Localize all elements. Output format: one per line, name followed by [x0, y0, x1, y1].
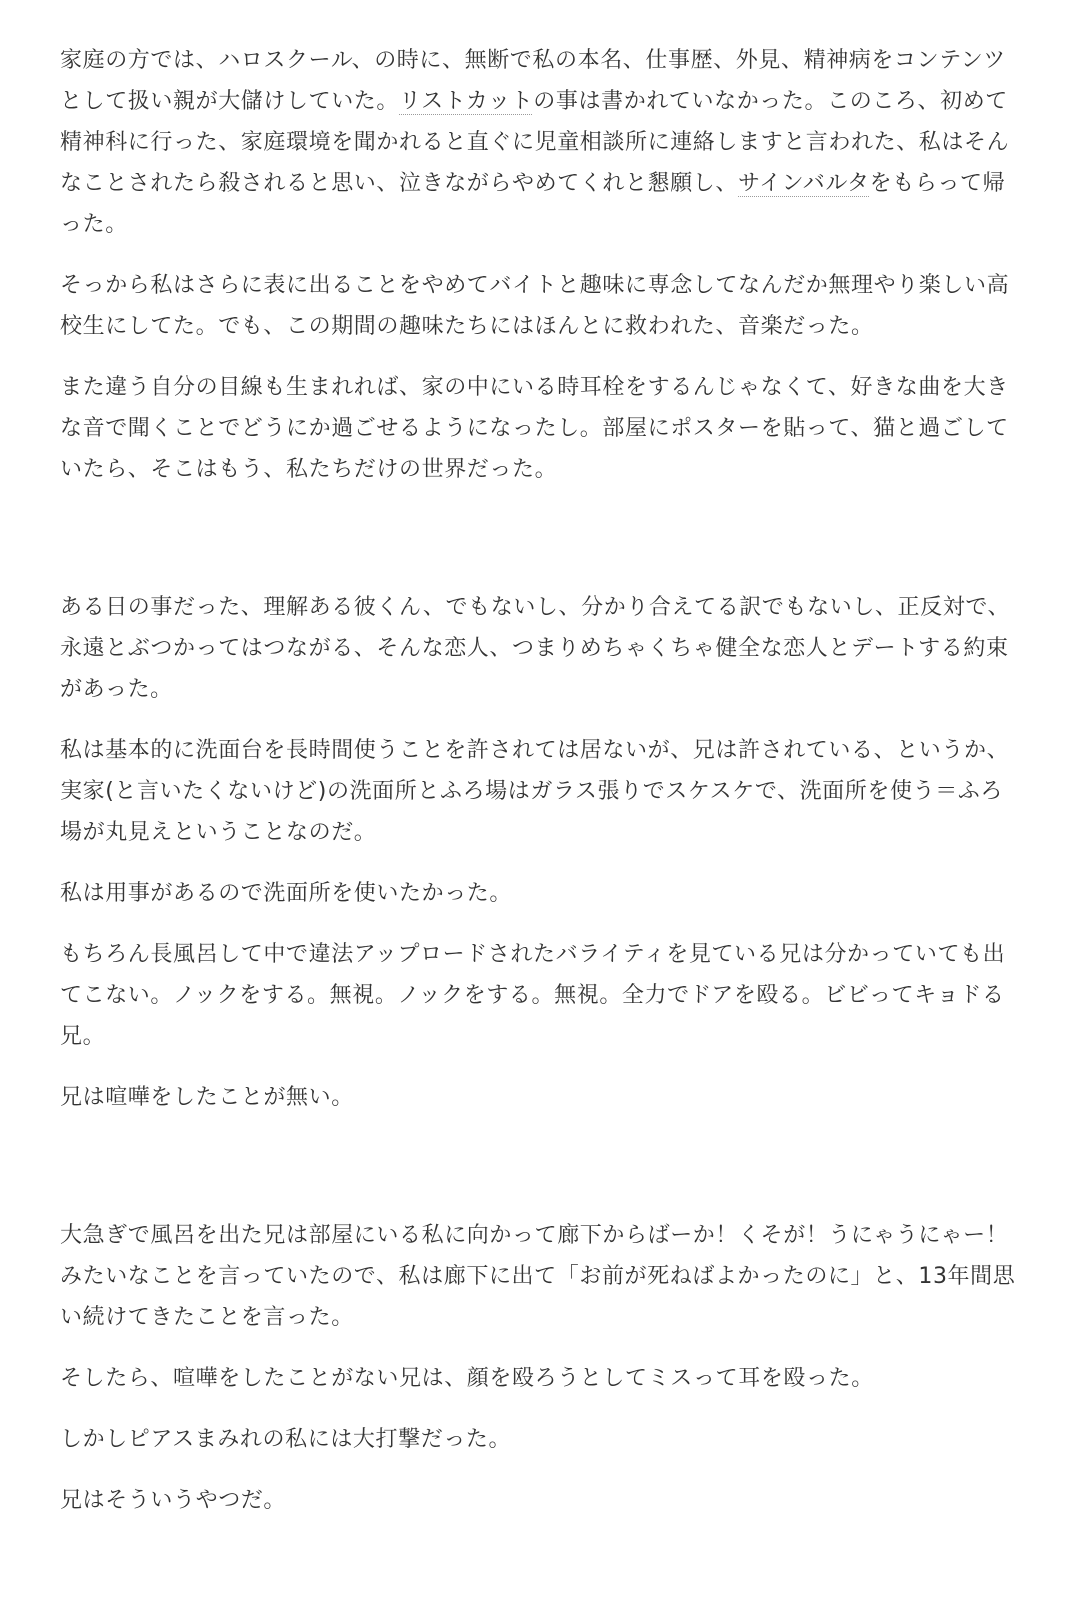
paragraph-11: しかしピアスまみれの私には大打撃だった。: [60, 1427, 512, 1452]
paragraph-9: 大急ぎで風呂を出た兄は部屋にいる私に向かって廊下からばーか！くそが！うにゃうにゃー！みたいなことを言っていたので、私は廊下に出て「お前が死ねばよかったのに」と、13年間思い続けてきたことを言った。: [60, 1223, 1016, 1330]
paragraph-7: もちろん長風呂して中で違法アップロードされたバライティを見ている兄は分かっていても出てこない。ノックをする。無視。ノックをする。無視。全力でドアを殴る。ビビってキョドる兄。: [60, 942, 1006, 1049]
paragraph-1-text-c: をもらって帰った。: [60, 171, 1006, 237]
paragraph-3: また違う自分の目線も生まれれば、家の中にいる時耳栓をするんじゃなくて、好きな曲を大きな音で聞くことでどうにか過ごせるようになったし。部屋にポスターを貼って、猫と過ごしていたら、そこはもう、私たちだけの世界だった。: [60, 375, 1009, 482]
paragraph-12: 兄はそういうやつだ。: [60, 1488, 287, 1513]
section-spacer-1: [60, 510, 1020, 587]
paragraph-6: 私は用事があるので洗面所を使いたかった。: [60, 881, 513, 906]
paragraph-1: [60, 40, 1020, 245]
paragraph-8: 兄は喧嘩をしたことが無い。: [60, 1085, 354, 1110]
paragraph-2: そっから私はさらに表に出ることをやめてバイトと趣味に専念してなんだか無理やり楽しい高校生にしてた。でも、この期間の趣味たちにはほんとに救われた、音楽だった。: [60, 273, 1010, 339]
section-spacer-2: [60, 1138, 1020, 1215]
paragraph-10: そしたら、喧嘩をしたことがない兄は、顔を殴ろうとしてミスって耳を殴った。: [60, 1366, 874, 1391]
article-body: [60, 40, 1020, 1541]
paragraph-4: ある日の事だった、理解ある彼くん、でもないし、分かり合えてる訳でもないし、正反対で、永遠とぶつかってはつながる、そんな恋人、つまりめちゃくちゃ健全な恋人とデートする約束があった。: [60, 595, 1011, 702]
paragraph-1-text-b: の事は書かれていなかった。このころ、初めて精神科に行った、家庭環境を聞かれると直ぐに児童相談所に連絡しますと言われた、私はそんなことされたら殺されると思い、泣きながらやめてくれと懇願し、: [60, 89, 1010, 196]
keyword-link-wrist-cutting[interactable]: リストカット: [399, 89, 534, 114]
keyword-link-cymbalta[interactable]: サインバルタ: [738, 171, 870, 196]
paragraph-5: 私は基本的に洗面台を長時間使うことを許されては居ないが、兄は許されている、というか、実家(と言いたくないけど)の洗面所とふろ場はガラス張りでスケスケで、洗面所を使う＝ふろ場が丸見えということなのだ。: [60, 738, 1010, 845]
paragraph-1-text-a: 家庭の方では、ハロスクール、の時に、無断で私の本名、仕事歴、外見、精神病をコンテンツとして扱い親が大儲けしていた。: [60, 48, 1006, 114]
